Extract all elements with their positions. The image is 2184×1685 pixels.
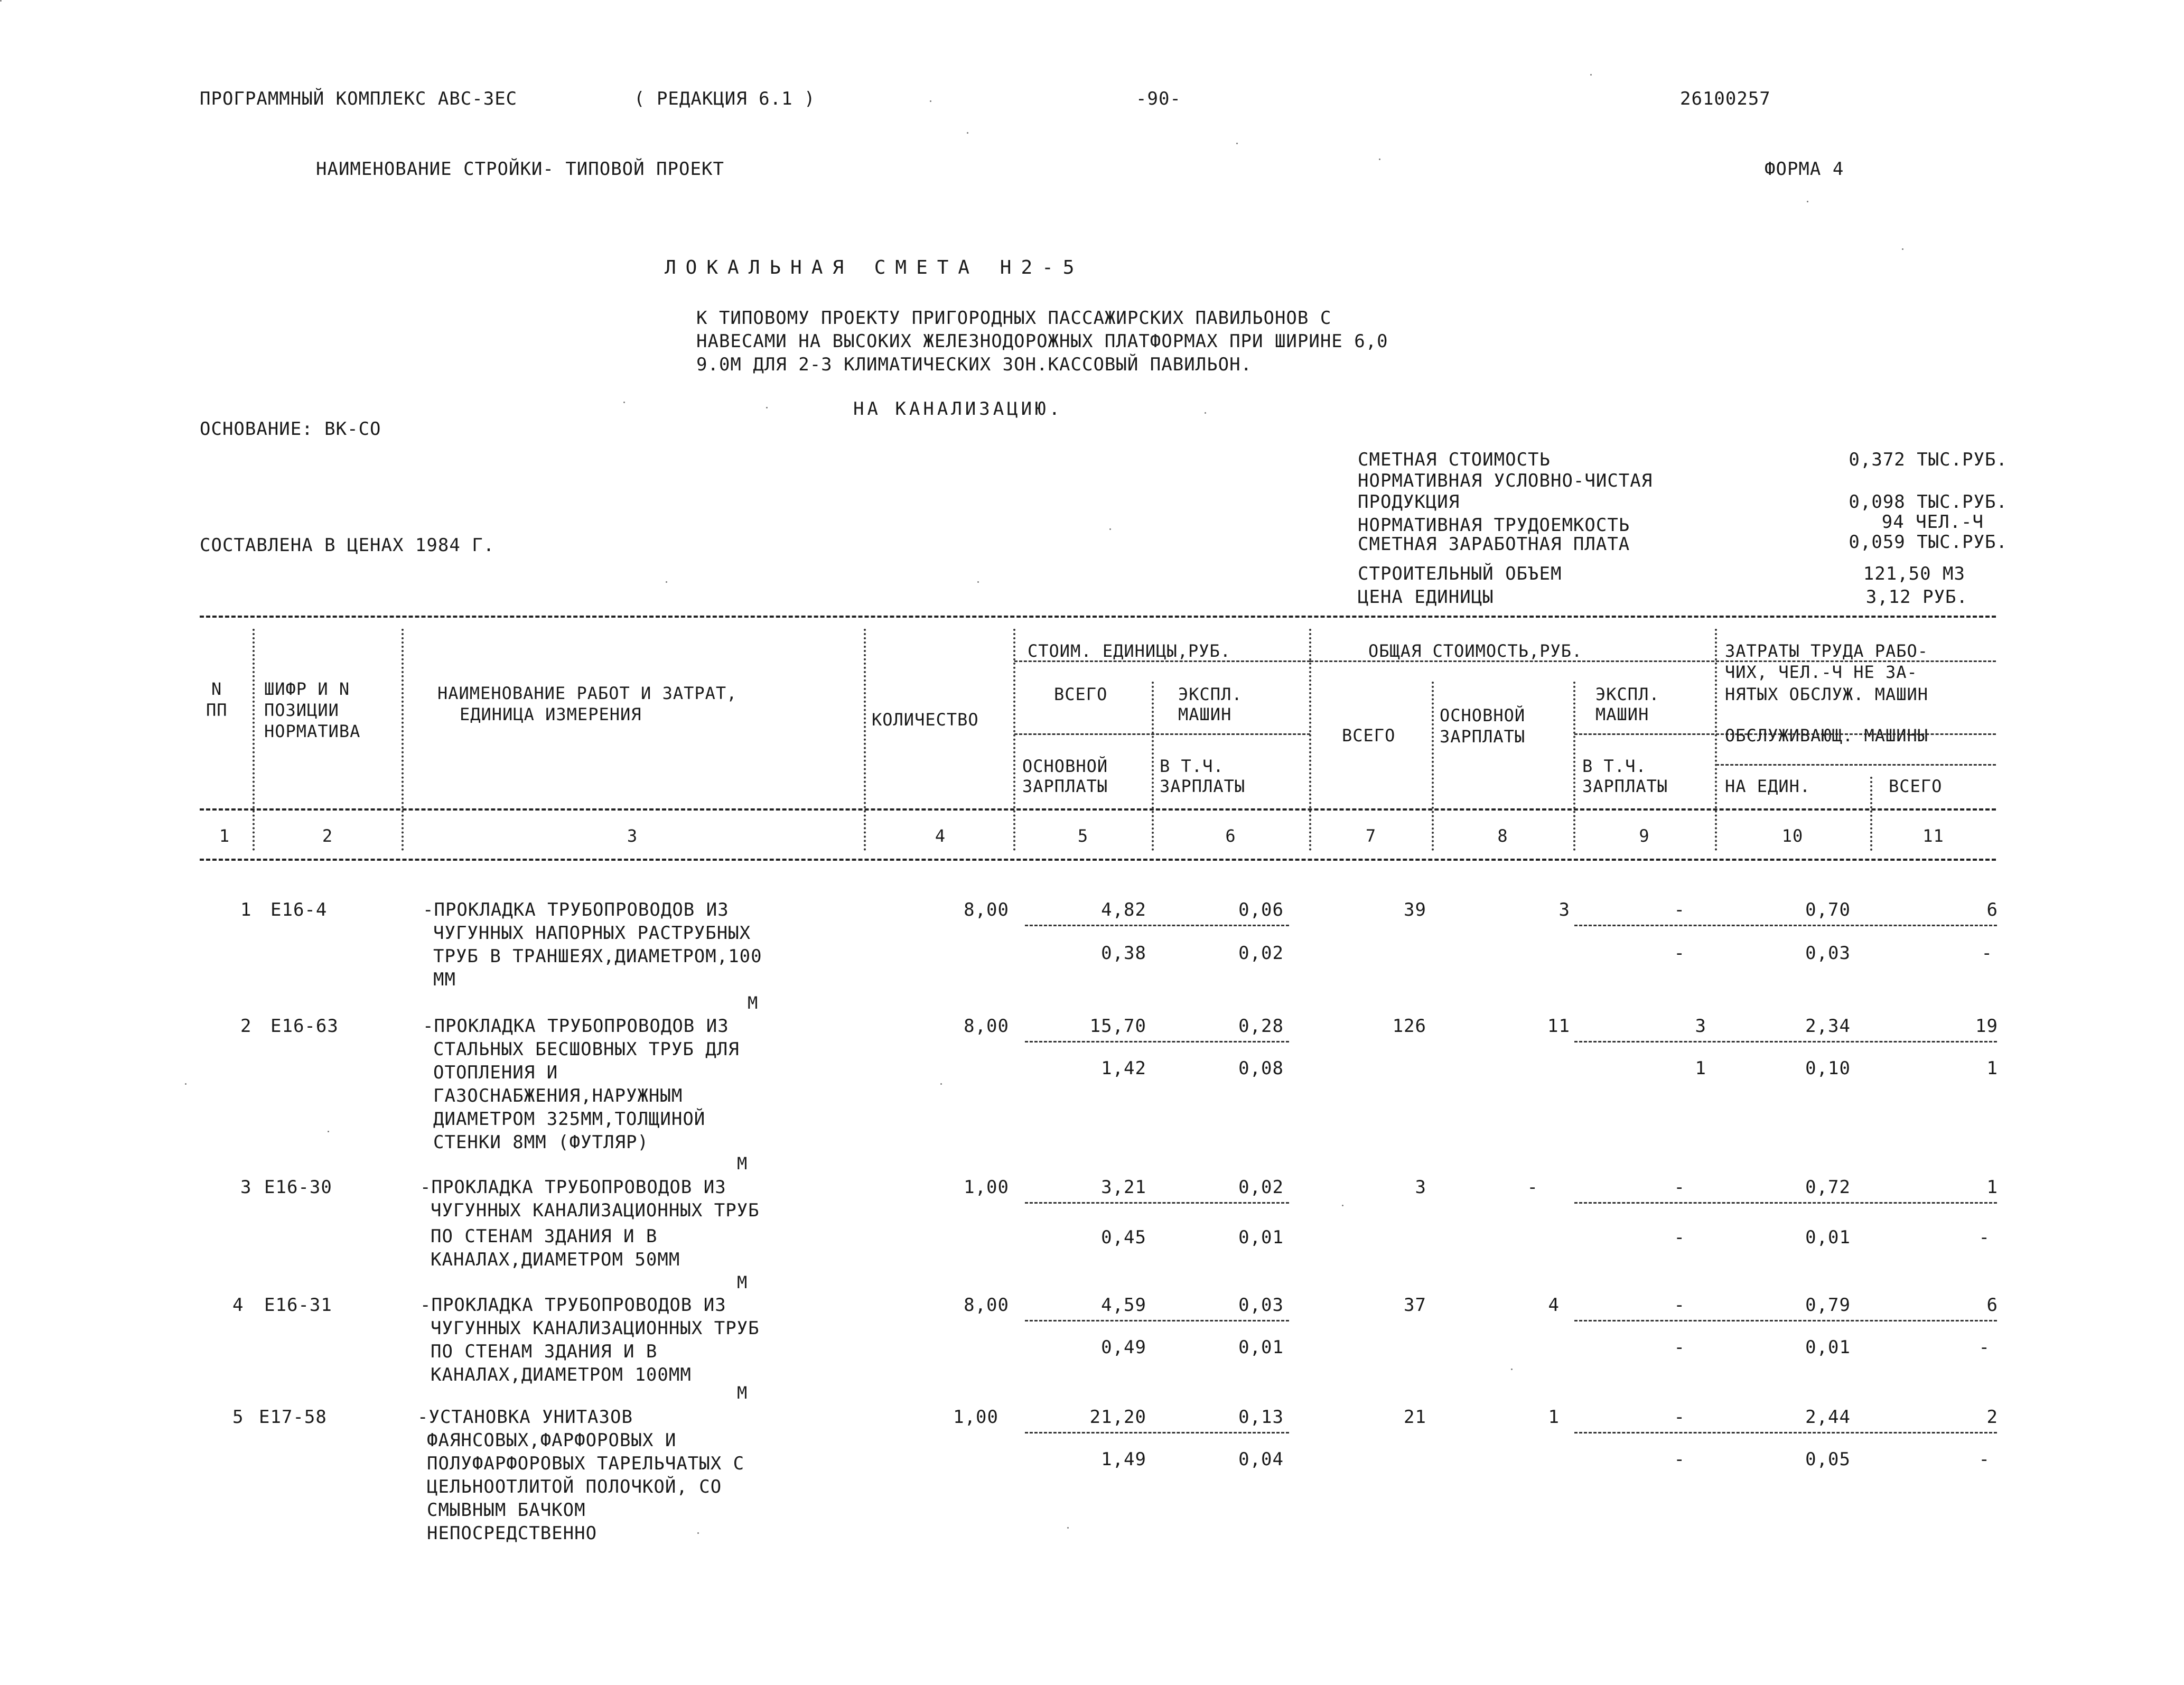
row-total-wage: 4 xyxy=(1548,1295,1560,1316)
col-total-wage-header: ОСНОВНОЙ xyxy=(1440,705,1526,725)
col-total-mach-wage-header: ЗАРПЛАТЫ xyxy=(1582,776,1668,796)
row-total-mach: - xyxy=(1674,1407,1685,1428)
row-name-line: -ПРОКЛАДКА ТРУБОПРОВОДОВ ИЗ xyxy=(420,1295,726,1316)
row-total-mach: 3 xyxy=(1695,1016,1706,1037)
row-unit-mach: 0,13 xyxy=(1238,1407,1284,1428)
col-number: 7 xyxy=(1365,826,1377,846)
edition: ( РЕДАКЦИЯ 6.1 ) xyxy=(634,88,816,109)
col-unit-total-header: ВСЕГО xyxy=(1054,684,1108,704)
col-code-header: НОРМАТИВА xyxy=(264,721,361,741)
row-unit-wage: 1,42 xyxy=(1101,1058,1146,1079)
row-unit-mach: 0,06 xyxy=(1238,899,1284,920)
row-unit: М xyxy=(737,1153,748,1174)
row-unit-total: 3,21 xyxy=(1101,1177,1146,1198)
row-total-all: 39 xyxy=(1404,899,1426,920)
row-total-all: 3 xyxy=(1415,1177,1426,1198)
row-code: Е16-31 xyxy=(264,1295,332,1316)
title-description-line: К ТИПОВОМУ ПРОЕКТУ ПРИГОРОДНЫХ ПАССАЖИРСКИХ ПАВИЛЬОНОВ С xyxy=(696,308,1332,329)
row-labor-unit-2: 0,03 xyxy=(1805,943,1851,964)
row-qty: 8,00 xyxy=(964,1016,1009,1037)
col-code-header: ПОЗИЦИИ xyxy=(264,700,339,720)
summary-label: ЦЕНА ЕДИНИЦЫ xyxy=(1358,587,1494,608)
row-unit: М xyxy=(748,993,759,1013)
row-total-mach: - xyxy=(1674,1177,1685,1198)
row-name-line: ПО СТЕНАМ ЗДАНИЯ И В xyxy=(431,1226,658,1247)
summary-label: СТРОИТЕЛЬНЫЙ ОБЪЕМ xyxy=(1358,563,1562,584)
row-labor-unit-2: 0,01 xyxy=(1805,1337,1851,1358)
row-name-line: -УСТАНОВКА УНИТАЗОВ xyxy=(417,1407,633,1428)
row-unit-total: 21,20 xyxy=(1089,1407,1146,1428)
row-total-mach-wage: - xyxy=(1674,1227,1685,1248)
row-total-all: 126 xyxy=(1392,1016,1426,1037)
col-unit-mach-wage-header: ЗАРПЛАТЫ xyxy=(1160,776,1246,796)
row-name-line: ПОЛУФАРФОРОВЫХ ТАРЕЛЬЧАТЫХ С xyxy=(427,1453,745,1474)
row-unit-wage: 0,45 xyxy=(1101,1227,1146,1248)
row-name-line: ОТОПЛЕНИЯ И xyxy=(433,1062,558,1083)
col-total-mach-header: МАШИН xyxy=(1595,704,1649,724)
col-unit-cost-header: СТОИМ. ЕДИНИЦЫ,РУБ. xyxy=(1028,641,1231,661)
row-unit-wage: 0,38 xyxy=(1101,943,1146,964)
row-unit-mach-wage: 0,01 xyxy=(1238,1337,1284,1358)
row-name-line: ЧУГУННЫХ НАПОРНЫХ РАСТРУБНЫХ xyxy=(433,923,751,944)
row-labor-total-2: - xyxy=(1978,1337,1990,1358)
row-labor-total: 19 xyxy=(1975,1016,1998,1037)
row-name-line: ЦЕЛЬНООТЛИТОЙ ПОЛОЧКОЙ, СО xyxy=(427,1476,722,1497)
construction-name: НАИМЕНОВАНИЕ СТРОЙКИ- ТИПОВОЙ ПРОЕКТ xyxy=(316,159,724,180)
col-total-mach-header: ЭКСПЛ. xyxy=(1595,684,1660,704)
col-unit-mach-wage-header: В Т.Ч. xyxy=(1160,756,1224,776)
row-name-line: ФАЯНСОВЫХ,ФАРФОРОВЫХ И xyxy=(427,1430,677,1451)
row-name-line: СТЕНКИ 8ММ (ФУТЛЯР) xyxy=(433,1132,649,1153)
row-total-wage: 11 xyxy=(1547,1016,1570,1037)
composed-prices: СОСТАВЛЕНА В ЦЕНАХ 1984 Г. xyxy=(200,535,495,556)
row-name-line: ЧУГУННЫХ КАНАЛИЗАЦИОННЫХ ТРУБ xyxy=(431,1318,760,1339)
col-n-header: N xyxy=(211,679,222,699)
row-name-line: ГАЗОСНАБЖЕНИЯ,НАРУЖНЫМ xyxy=(433,1085,683,1106)
estimate-title: ЛОКАЛЬНАЯ СМЕТА Н2-5 xyxy=(665,257,1084,278)
row-unit-mach-wage: 0,04 xyxy=(1238,1449,1284,1470)
col-number: 8 xyxy=(1497,826,1508,846)
row-labor-unit: 2,44 xyxy=(1805,1407,1851,1428)
row-unit-mach: 0,28 xyxy=(1238,1016,1284,1037)
col-labor-total-header: ВСЕГО xyxy=(1889,776,1943,796)
summary-label: ПРОДУКЦИЯ xyxy=(1358,491,1460,513)
col-total-cost-header: ОБЩАЯ СТОИМОСТЬ,РУБ. xyxy=(1368,641,1583,661)
row-unit-total: 4,59 xyxy=(1101,1295,1146,1316)
summary-value: 94 ЧЕЛ.-Ч xyxy=(1881,511,1984,533)
row-unit-mach-wage: 0,08 xyxy=(1238,1058,1284,1079)
col-unit-mach-header: МАШИН xyxy=(1178,704,1232,724)
col-unit-wage-header: ОСНОВНОЙ xyxy=(1022,756,1108,776)
col-labor-unit-header: НА ЕДИН. xyxy=(1725,776,1811,796)
row-code: Е17-58 xyxy=(259,1407,327,1428)
col-unit-wage-header: ЗАРПЛАТЫ xyxy=(1022,776,1108,796)
row-name-line: КАНАЛАХ,ДИАМЕТРОМ 100ММ xyxy=(431,1364,692,1385)
row-name-line: КАНАЛАХ,ДИАМЕТРОМ 50ММ xyxy=(431,1249,680,1270)
row-labor-total-2: - xyxy=(1978,1227,1990,1248)
row-labor-unit: 0,79 xyxy=(1805,1295,1851,1316)
col-total-mach-wage-header: В Т.Ч. xyxy=(1582,756,1647,776)
document-number: 26100257 xyxy=(1680,88,1771,109)
row-labor-unit-2: 0,10 xyxy=(1805,1058,1851,1079)
summary-value: 0,059 ТЫС.РУБ. xyxy=(1849,532,2008,553)
col-name-header: ЕДИНИЦА ИЗМЕРЕНИЯ xyxy=(460,704,642,724)
col-labor-header: ЧИХ, ЧЕЛ.-Ч НЕ ЗА- xyxy=(1725,662,1918,682)
row-name-line: ММ xyxy=(433,969,456,990)
row-name-line: ТРУБ В ТРАНШЕЯХ,ДИАМЕТРОМ,100 xyxy=(433,946,762,967)
col-name-header: НАИМЕНОВАНИЕ РАБОТ И ЗАТРАТ, xyxy=(437,683,738,703)
row-qty: 8,00 xyxy=(964,1295,1009,1316)
row-total-wage: 1 xyxy=(1548,1407,1560,1428)
col-number: 5 xyxy=(1077,826,1089,846)
row-labor-total: 1 xyxy=(1986,1177,1998,1198)
row-labor-unit: 2,34 xyxy=(1805,1016,1851,1037)
row-name-line: ЧУГУННЫХ КАНАЛИЗАЦИОННЫХ ТРУБ xyxy=(431,1200,760,1221)
row-total-mach-wage: - xyxy=(1674,1337,1685,1358)
row-total-mach-wage: - xyxy=(1674,943,1685,964)
summary-value: 121,50 М3 xyxy=(1863,563,1965,584)
row-labor-total: 6 xyxy=(1986,899,1998,920)
summary-label: СМЕТНАЯ ЗАРАБОТНАЯ ПЛАТА xyxy=(1358,534,1630,555)
row-total-wage: - xyxy=(1527,1177,1538,1198)
col-number: 6 xyxy=(1225,826,1236,846)
col-qty-header: КОЛИЧЕСТВО xyxy=(872,710,979,730)
col-n-header: ПП xyxy=(206,700,228,720)
row-total-all: 37 xyxy=(1404,1295,1426,1316)
col-labor-header: ЗАТРАТЫ ТРУДА РАБО- xyxy=(1725,641,1929,661)
row-labor-total: 6 xyxy=(1986,1295,1998,1316)
col-number: 4 xyxy=(935,826,946,846)
row-name-line: СТАЛЬНЫХ БЕСШОВНЫХ ТРУБ ДЛЯ xyxy=(433,1039,740,1060)
row-unit: М xyxy=(737,1272,748,1292)
row-labor-unit: 0,72 xyxy=(1805,1177,1851,1198)
row-name-line: -ПРОКЛАДКА ТРУБОПРОВОДОВ ИЗ xyxy=(423,899,729,920)
row-unit-total: 4,82 xyxy=(1101,899,1146,920)
row-unit-wage: 1,49 xyxy=(1101,1449,1146,1470)
row-labor-total-2: - xyxy=(1981,943,1993,964)
col-number: 3 xyxy=(627,826,638,846)
row-unit-mach-wage: 0,01 xyxy=(1238,1227,1284,1248)
row-number: 2 xyxy=(240,1016,252,1037)
row-labor-total: 2 xyxy=(1986,1407,1998,1428)
row-code: Е16-30 xyxy=(264,1177,332,1198)
summary-label: НОРМАТИВНАЯ УСЛОВНО-ЧИСТАЯ xyxy=(1358,470,1653,491)
col-number: 9 xyxy=(1639,826,1650,846)
row-labor-unit-2: 0,01 xyxy=(1805,1227,1851,1248)
col-number: 2 xyxy=(322,826,333,846)
row-total-all: 21 xyxy=(1404,1407,1426,1428)
row-total-mach-wage: - xyxy=(1674,1449,1685,1470)
row-unit-mach-wage: 0,02 xyxy=(1238,943,1284,964)
row-unit-total: 15,70 xyxy=(1089,1016,1146,1037)
row-unit-mach: 0,02 xyxy=(1238,1177,1284,1198)
col-number: 10 xyxy=(1781,826,1804,846)
summary-label: СМЕТНАЯ СТОИМОСТЬ xyxy=(1358,449,1551,470)
row-total-mach: - xyxy=(1674,899,1685,920)
row-name-line: -ПРОКЛАДКА ТРУБОПРОВОДОВ ИЗ xyxy=(420,1177,726,1198)
program-name: ПРОГРАММНЫЙ КОМПЛЕКС АВС-3ЕС xyxy=(200,88,518,109)
row-labor-total-2: 1 xyxy=(1986,1058,1998,1079)
col-labor-header: НЯТЫХ ОБСЛУЖ. МАШИН xyxy=(1725,684,1929,704)
col-number: 1 xyxy=(219,826,230,846)
summary-label: НОРМАТИВНАЯ ТРУДОЕМКОСТЬ xyxy=(1358,515,1630,536)
row-name-line: СМЫВНЫМ БАЧКОМ xyxy=(427,1500,586,1521)
header-bottom-rule xyxy=(200,808,1996,811)
row-unit: М xyxy=(737,1383,748,1403)
row-total-mach-wage: 1 xyxy=(1695,1058,1706,1079)
col-number: 11 xyxy=(1922,826,1944,846)
row-unit-mach: 0,03 xyxy=(1238,1295,1284,1316)
row-name-line: ДИАМЕТРОМ 325ММ,ТОЛЩИНОЙ xyxy=(433,1109,706,1130)
estimate-subject: НА КАНАЛИЗАЦИЮ. xyxy=(853,398,1063,420)
basis: ОСНОВАНИЕ: ВК-СО xyxy=(200,418,381,440)
row-code: Е16-63 xyxy=(270,1016,339,1037)
row-labor-unit-2: 0,05 xyxy=(1805,1449,1851,1470)
row-total-wage: 3 xyxy=(1558,899,1570,920)
row-labor-total-2: - xyxy=(1978,1449,1990,1470)
col-unit-mach-header: ЭКСПЛ. xyxy=(1178,684,1243,704)
row-qty: 8,00 xyxy=(964,899,1009,920)
table-top-rule xyxy=(200,616,1996,618)
row-name-line: ПО СТЕНАМ ЗДАНИЯ И В xyxy=(431,1341,658,1362)
form-number: ФОРМА 4 xyxy=(1765,159,1844,180)
row-unit-wage: 0,49 xyxy=(1101,1337,1146,1358)
col-code-header: ШИФР И N xyxy=(264,679,350,699)
title-description-line: НАВЕСАМИ НА ВЫСОКИХ ЖЕЛЕЗНОДОРОЖНЫХ ПЛАТФОРМАХ ПРИ ШИРИНЕ 6,0 xyxy=(696,331,1388,352)
column-numbers-rule xyxy=(200,859,1996,861)
summary-value: 0,098 ТЫС.РУБ. xyxy=(1849,491,2008,513)
title-description-line: 9.0М ДЛЯ 2-3 КЛИМАТИЧЕСКИХ ЗОН.КАССОВЫЙ ПАВИЛЬОН. xyxy=(696,354,1253,375)
row-qty: 1,00 xyxy=(964,1177,1009,1198)
col-labor-serv-header: ОБСЛУЖИВАЮЩ. МАШИНЫ xyxy=(1725,725,1929,746)
summary-value: 3,12 РУБ. xyxy=(1865,587,1968,608)
summary-value: 0,372 ТЫС.РУБ. xyxy=(1849,449,2008,470)
row-number: 3 xyxy=(240,1177,252,1198)
row-labor-unit: 0,70 xyxy=(1805,899,1851,920)
row-number: 4 xyxy=(232,1295,244,1316)
row-code: Е16-4 xyxy=(270,899,328,920)
page-number: -90- xyxy=(1136,88,1181,109)
col-total-wage-header: ЗАРПЛАТЫ xyxy=(1440,727,1526,747)
col-total-all-header: ВСЕГО xyxy=(1342,725,1396,746)
row-name-line: -ПРОКЛАДКА ТРУБОПРОВОДОВ ИЗ xyxy=(423,1016,729,1037)
row-total-mach: - xyxy=(1674,1295,1685,1316)
row-name-line: НЕПОСРЕДСТВЕННО xyxy=(427,1523,598,1544)
row-number: 5 xyxy=(232,1407,244,1428)
row-qty: 1,00 xyxy=(953,1407,998,1428)
row-number: 1 xyxy=(240,899,252,920)
